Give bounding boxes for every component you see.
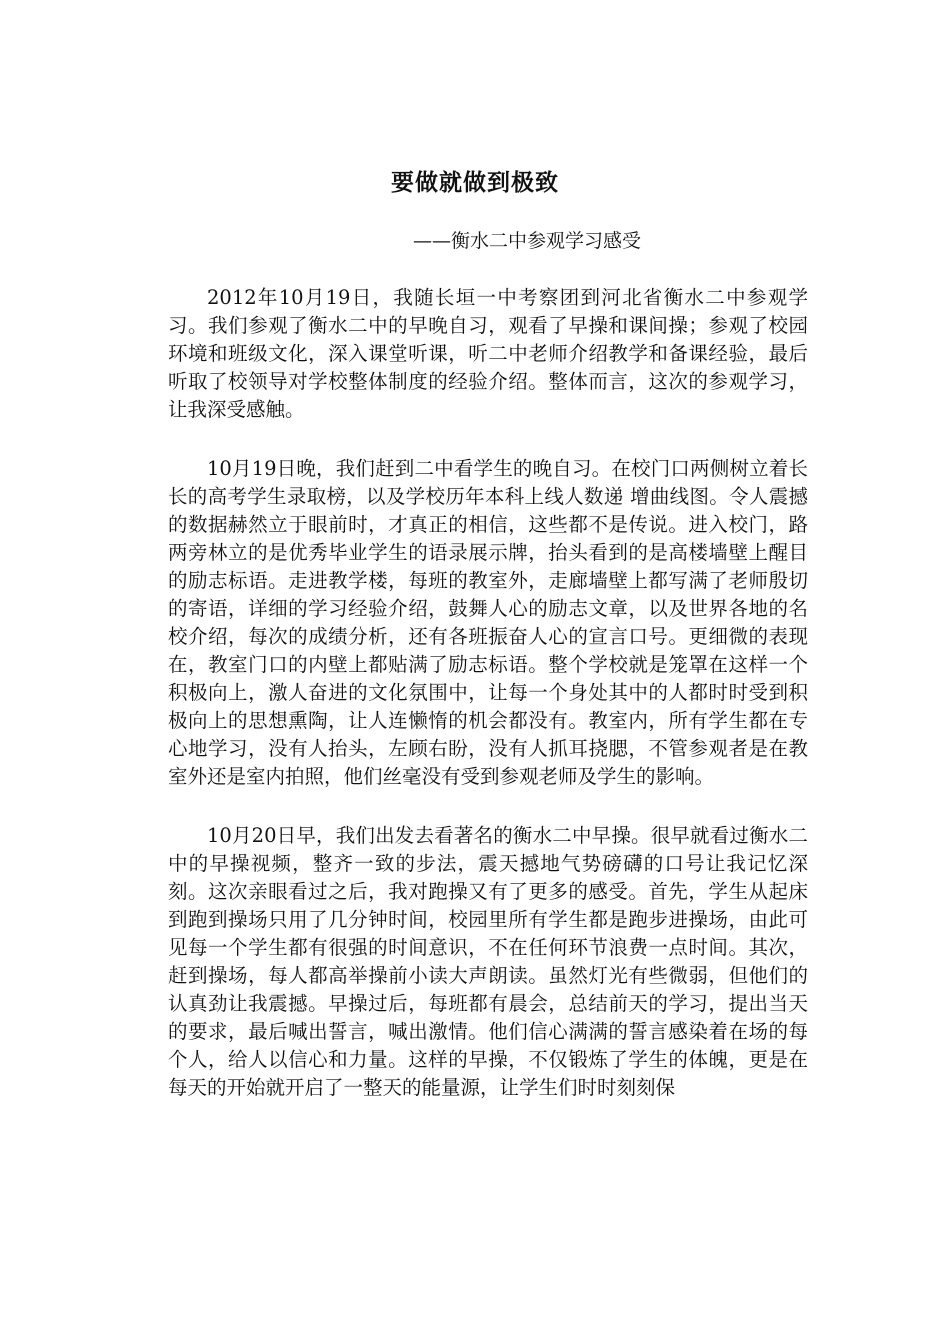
paragraph-3: 10月20日早，我们出发去看著名的衡水二中早操。很早就看过衡水二中的早操视频，整齐一致的步法，震天撼地气势磅礴的口号让我记忆深刻。这次亲眼看过之后，我对跑操又有了更多的感受。首先，学生从起床到跑到操场只用了几分钟时间，校园里所有学生都是跑步进操场，由此可见每一个学生都有很强的时间意识，不在任何环节浪费一点时间。其次，赶到操场，每人都高举操前小读大声朗读。虽然灯光有些微弱，但他们的认真劲让我震撼。早操过后，每班都有晨会，总结前天的学习，提出当天的要求，最后喊出誓言，喊出激情。他们信心满满的誓言感染着在场的每个人，给人以信心和力量。这样的早操，不仅锻炼了学生的体魄，更是在每天的开始就开启了一整天的能量源，让学生们时时刻刻保 (168, 824, 808, 1099)
document-body (168, 284, 808, 1133)
document-title: 要做就做到极致 (391, 169, 559, 196)
paragraph-2: 10月19日晚，我们赶到二中看学生的晚自习。在校门口两侧树立着长长的高考学生录取榜，以及学校历年本科上线人数递 增曲线图。令人震撼的数据赫然立于眼前时，才真正的相信，这些都不是传说。进入校门，路两旁林立的是优秀毕业学生的语录展示牌，抬头看到的是高楼墙壁上醒目的励志标语。走进教学楼，每班的教室外，走廊墙壁上都写满了老师殷切的寄语，详细的学习经验介绍，鼓舞人心的励志文章，以及世界各地的名校介绍，每次的成绩分析，还有各班振奋人心的宣言口号。更细微的表现在，教室门口的内壁上都贴满了励志标语。整个学校就是笼罩在这样一个积极向上，激人奋进的文化氛围中，让每一个身处其中的人都时时受到积极向上的思想熏陶，让人连懒惰的机会都没有。教室内，所有学生都在专心地学习，没有人抬头，左顾右盼，没有人抓耳挠腮，不管参观者是在教室外还是室内拍照，他们丝毫没有受到参观老师及学生的影响。 (168, 457, 808, 788)
document-subtitle: ——衡水二中参观学习感受 (413, 230, 642, 252)
paragraph-1: 2012年10月19日，我随长垣一中考察团到河北省衡水二中参观学习。我们参观了衡水二中的早晚自习，观看了早操和课间操；参观了校园环境和班级文化，深入课堂听课，听二中老师介绍教学和备课经验，最后听取了校领导对学校整体制度的经验介绍。整体而言，这次的参观学习，让我深受感触。 (168, 286, 808, 421)
